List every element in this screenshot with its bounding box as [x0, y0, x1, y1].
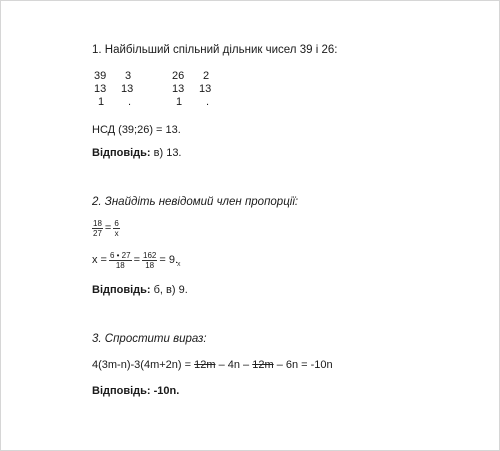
result-value: = 9. — [159, 254, 179, 266]
expression-end: – 6n = -10n — [276, 359, 333, 371]
cell: 2 — [203, 70, 210, 82]
task2-title: 2. Знайдіть невідомий член пропорції: — [92, 196, 299, 208]
denominator: 18 — [145, 261, 155, 270]
cell: 26 — [172, 70, 185, 82]
task3-answer: Відповідь: -10n. — [92, 385, 180, 397]
task3-title: 3. Спростити вираз: — [92, 333, 207, 345]
gcd-result: НСД (39;26) = 13. — [92, 124, 181, 136]
cell: 13 — [172, 83, 185, 95]
numerator: 6 — [114, 219, 119, 228]
equals-sign: = — [104, 222, 112, 234]
denominator: 27 — [93, 229, 102, 238]
denominator: 18 — [115, 261, 125, 270]
cell: 3 — [125, 70, 132, 82]
task2-answer — [92, 284, 188, 297]
denominator: x — [114, 229, 119, 238]
expression-middle: – 4n – — [218, 359, 250, 371]
numerator: 162 — [143, 251, 157, 260]
document-page — [92, 0, 472, 451]
fraction-right — [113, 219, 119, 238]
equals-sign: = — [133, 254, 141, 266]
answer-value: б, в) 9. — [150, 284, 188, 296]
task1-title: 1. Найбільший спільний дільник чисел 39 і 26: — [92, 44, 338, 56]
expression-start: 4(3m-n)-3(4m+2n) = — [92, 359, 192, 371]
fraction-result — [142, 251, 157, 270]
numerator: 6 • 27 — [109, 251, 131, 260]
division-col-right — [121, 70, 149, 109]
fraction-left — [92, 219, 103, 238]
proportion — [92, 219, 122, 238]
answer-label: Відповідь: — [92, 147, 151, 159]
cell: . — [128, 96, 132, 108]
x-calculation — [92, 251, 186, 270]
task1-answer — [92, 147, 182, 160]
division-col-right — [199, 70, 227, 109]
division-table-39 — [94, 70, 154, 112]
answer-label: Відповідь: — [92, 284, 151, 296]
cancelled-term: 12m — [252, 359, 274, 371]
expression — [92, 359, 333, 372]
small-x-mark: x — [177, 261, 181, 268]
cell: 13 — [94, 83, 107, 95]
cell: . — [206, 96, 210, 108]
answer-value: в) 13. — [150, 147, 182, 159]
division-table-26 — [172, 70, 232, 112]
cancelled-term: 12m — [194, 359, 216, 371]
numerator: 18 — [93, 219, 102, 228]
cell: 39 — [94, 70, 107, 82]
cell: 1 — [98, 96, 105, 108]
cell: 1 — [176, 96, 183, 108]
cell: 13 — [199, 83, 212, 95]
x-prefix: x = — [92, 254, 107, 266]
cell: 13 — [121, 83, 134, 95]
division-col-left — [172, 70, 200, 109]
division-col-left — [94, 70, 122, 109]
fraction-calc — [109, 251, 132, 270]
